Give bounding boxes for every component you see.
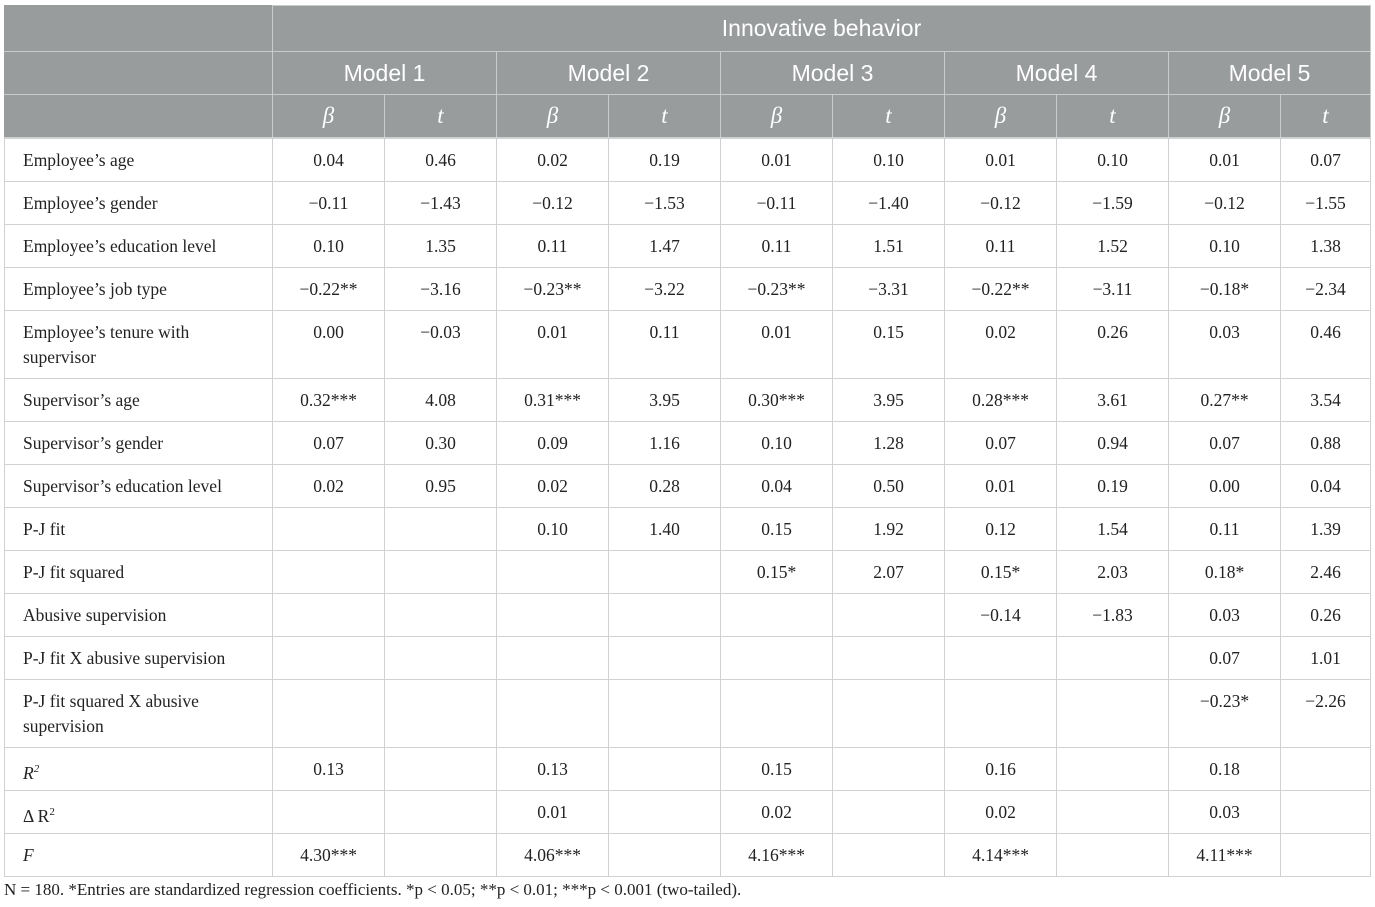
beta-cell: 0.01: [1169, 138, 1281, 181]
beta-cell: 0.00: [1169, 464, 1281, 507]
beta-cell: [273, 593, 385, 636]
model-header: Model 3: [721, 52, 945, 95]
beta-cell: −0.14: [945, 593, 1057, 636]
t-cell: 0.26: [1281, 593, 1371, 636]
t-cell: [609, 593, 721, 636]
t-cell: −1.43: [385, 181, 497, 224]
t-cell: [385, 747, 497, 790]
beta-cell: 0.18*: [1169, 550, 1281, 593]
beta-cell: 0.15: [721, 747, 833, 790]
beta-cell: [945, 679, 1057, 747]
t-cell: 0.95: [385, 464, 497, 507]
row-label: [5, 310, 273, 378]
t-cell: [385, 550, 497, 593]
beta-cell: 0.11: [945, 224, 1057, 267]
t-cell: 1.40: [609, 507, 721, 550]
beta-cell: [273, 679, 385, 747]
table-row: [5, 224, 1371, 267]
t-cell: [609, 747, 721, 790]
row-label-text: Employee’s age: [23, 150, 135, 170]
header-corner: [5, 6, 273, 52]
beta-cell: 0.10: [497, 507, 609, 550]
t-cell: [609, 636, 721, 679]
t-cell: 2.03: [1057, 550, 1169, 593]
beta-cell: −0.12: [1169, 181, 1281, 224]
t-cell: [1281, 747, 1371, 790]
beta-cell: −0.22**: [945, 267, 1057, 310]
beta-header: β: [1169, 95, 1281, 139]
t-cell: −2.26: [1281, 679, 1371, 747]
row-label-text: Δ R: [23, 805, 50, 826]
row-label: [5, 421, 273, 464]
t-cell: 0.26: [1057, 310, 1169, 378]
row-label: [5, 550, 273, 593]
t-cell: [609, 550, 721, 593]
beta-cell: 0.07: [1169, 636, 1281, 679]
beta-cell: [273, 550, 385, 593]
t-cell: 1.35: [385, 224, 497, 267]
beta-cell: 0.30***: [721, 378, 833, 421]
row-label-text: P-J fit X abusive supervision: [23, 647, 226, 668]
beta-cell: 0.02: [273, 464, 385, 507]
row-label: [5, 636, 273, 679]
row-label: [5, 747, 273, 790]
t-cell: 0.46: [385, 138, 497, 181]
table-header: [5, 6, 1371, 139]
beta-cell: 0.07: [945, 421, 1057, 464]
t-cell: −2.34: [1281, 267, 1371, 310]
t-cell: 0.19: [1057, 464, 1169, 507]
table-row: [5, 181, 1371, 224]
t-cell: [609, 790, 721, 833]
row-label-text: Abusive supervision: [23, 604, 167, 625]
row-label-text: P-J fit: [23, 518, 66, 539]
beta-cell: 0.01: [721, 138, 833, 181]
beta-cell: −0.18*: [1169, 267, 1281, 310]
t-cell: −0.03: [385, 310, 497, 378]
row-label-text: R: [23, 762, 34, 783]
t-cell: 3.95: [609, 378, 721, 421]
row-label-text: Employee’s gender: [23, 192, 158, 213]
beta-cell: −0.23**: [497, 267, 609, 310]
t-cell: 1.52: [1057, 224, 1169, 267]
beta-cell: 0.11: [497, 224, 609, 267]
beta-cell: 0.04: [721, 464, 833, 507]
beta-cell: 0.12: [945, 507, 1057, 550]
t-cell: 1.92: [833, 507, 945, 550]
t-cell: [833, 790, 945, 833]
row-label: [5, 507, 273, 550]
table-row: [5, 790, 1371, 833]
beta-cell: 0.09: [497, 421, 609, 464]
t-cell: 1.51: [833, 224, 945, 267]
beta-cell: [273, 790, 385, 833]
beta-cell: 0.01: [945, 138, 1057, 181]
table-row: [5, 636, 1371, 679]
beta-cell: 4.30***: [273, 833, 385, 876]
beta-header: β: [273, 95, 385, 139]
beta-header: β: [497, 95, 609, 139]
beta-cell: 0.01: [721, 310, 833, 378]
regression-table-container: [4, 5, 1370, 877]
t-cell: 0.04: [1281, 464, 1371, 507]
table-row: [5, 747, 1371, 790]
t-cell: [1057, 747, 1169, 790]
model-header: Model 1: [273, 52, 497, 95]
beta-cell: −0.12: [497, 181, 609, 224]
beta-cell: [721, 679, 833, 747]
t-header: t: [609, 95, 721, 139]
row-label-text: F: [23, 844, 34, 865]
row-label: [5, 790, 273, 833]
t-cell: [385, 507, 497, 550]
beta-cell: 0.02: [945, 310, 1057, 378]
t-cell: [385, 593, 497, 636]
table-row: [5, 378, 1371, 421]
row-label-text: Supervisor’s gender: [23, 432, 164, 453]
t-cell: 3.54: [1281, 378, 1371, 421]
row-label-text: Employee’s education level: [23, 235, 217, 256]
row-label: [5, 378, 273, 421]
t-cell: −1.59: [1057, 181, 1169, 224]
row-label-text: Supervisor’s age: [23, 389, 140, 410]
row-label: [5, 679, 273, 747]
table-row: [5, 833, 1371, 876]
table-row: [5, 138, 1371, 181]
t-cell: 1.39: [1281, 507, 1371, 550]
t-header: t: [385, 95, 497, 139]
t-cell: 0.07: [1281, 138, 1371, 181]
t-cell: 2.46: [1281, 550, 1371, 593]
table-row: [5, 593, 1371, 636]
model-header: Model 2: [497, 52, 721, 95]
beta-cell: [273, 636, 385, 679]
beta-cell: 4.14***: [945, 833, 1057, 876]
beta-cell: −0.23*: [1169, 679, 1281, 747]
beta-cell: 4.11***: [1169, 833, 1281, 876]
t-cell: [1057, 679, 1169, 747]
t-cell: 1.38: [1281, 224, 1371, 267]
t-cell: 1.54: [1057, 507, 1169, 550]
beta-cell: 0.16: [945, 747, 1057, 790]
beta-cell: 0.10: [273, 224, 385, 267]
t-cell: [1057, 833, 1169, 876]
t-cell: 1.01: [1281, 636, 1371, 679]
t-cell: −3.22: [609, 267, 721, 310]
superscript: 2: [49, 805, 55, 818]
beta-cell: [497, 550, 609, 593]
row-label: [5, 464, 273, 507]
beta-cell: 0.03: [1169, 790, 1281, 833]
t-cell: [385, 679, 497, 747]
row-label: [5, 593, 273, 636]
t-cell: 0.50: [833, 464, 945, 507]
t-cell: 0.88: [1281, 421, 1371, 464]
beta-cell: −0.11: [721, 181, 833, 224]
row-label-text: P-J fit squared: [23, 561, 125, 582]
beta-cell: −0.12: [945, 181, 1057, 224]
beta-cell: 0.28***: [945, 378, 1057, 421]
beta-cell: 0.10: [721, 421, 833, 464]
beta-cell: 0.02: [497, 464, 609, 507]
header-corner: [5, 95, 273, 139]
t-header: t: [1281, 95, 1371, 139]
beta-cell: 0.01: [497, 310, 609, 378]
beta-cell: 0.01: [497, 790, 609, 833]
beta-cell: 0.11: [721, 224, 833, 267]
table-row: [5, 550, 1371, 593]
model-header: Model 5: [1169, 52, 1371, 95]
row-label-text: P-J fit squared X abusive supervision: [23, 690, 199, 736]
beta-cell: 0.10: [1169, 224, 1281, 267]
t-cell: 0.94: [1057, 421, 1169, 464]
table-row: [5, 679, 1371, 747]
row-label-text: Employee’s tenure with supervisor: [23, 321, 190, 367]
t-cell: −3.16: [385, 267, 497, 310]
dependent-variable-header: Innovative behavior: [273, 6, 1371, 52]
row-label-text: Employee’s job type: [23, 278, 167, 299]
t-cell: 2.07: [833, 550, 945, 593]
beta-cell: 0.00: [273, 310, 385, 378]
t-cell: −1.40: [833, 181, 945, 224]
t-cell: [1057, 790, 1169, 833]
beta-cell: 0.03: [1169, 310, 1281, 378]
row-label: [5, 833, 273, 876]
beta-cell: −0.22**: [273, 267, 385, 310]
beta-cell: 0.15: [721, 507, 833, 550]
model-header: Model 4: [945, 52, 1169, 95]
beta-cell: [497, 593, 609, 636]
beta-cell: 0.07: [273, 421, 385, 464]
row-label: [5, 224, 273, 267]
t-cell: [385, 790, 497, 833]
table-body: [5, 138, 1371, 876]
beta-header: β: [721, 95, 833, 139]
beta-cell: [497, 679, 609, 747]
t-cell: [385, 636, 497, 679]
beta-cell: −0.11: [273, 181, 385, 224]
t-cell: −3.11: [1057, 267, 1169, 310]
beta-cell: 0.02: [721, 790, 833, 833]
t-cell: [1281, 833, 1371, 876]
beta-cell: [273, 507, 385, 550]
t-cell: 3.61: [1057, 378, 1169, 421]
table-row: [5, 421, 1371, 464]
beta-cell: 0.18: [1169, 747, 1281, 790]
row-label-text: Supervisor’s education level: [23, 475, 222, 496]
beta-cell: 0.13: [497, 747, 609, 790]
beta-cell: [721, 636, 833, 679]
t-cell: 0.28: [609, 464, 721, 507]
t-cell: 0.19: [609, 138, 721, 181]
table-footnote: N = 180. *Entries are standardized regression coefficients. *p < 0.05; **p < 0.01; ***p < 0.001 (two-tailed).: [4, 880, 742, 899]
t-cell: −1.53: [609, 181, 721, 224]
beta-cell: 0.13: [273, 747, 385, 790]
t-cell: [833, 593, 945, 636]
t-cell: [833, 833, 945, 876]
row-label: [5, 138, 273, 181]
beta-cell: [945, 636, 1057, 679]
beta-cell: 0.03: [1169, 593, 1281, 636]
beta-cell: 0.32***: [273, 378, 385, 421]
t-cell: [1057, 636, 1169, 679]
t-cell: 0.10: [1057, 138, 1169, 181]
beta-cell: 4.06***: [497, 833, 609, 876]
beta-cell: 0.04: [273, 138, 385, 181]
t-cell: 4.08: [385, 378, 497, 421]
t-cell: 1.47: [609, 224, 721, 267]
t-cell: 0.11: [609, 310, 721, 378]
table-row: [5, 310, 1371, 378]
beta-cell: 4.16***: [721, 833, 833, 876]
row-label: [5, 181, 273, 224]
t-cell: −1.83: [1057, 593, 1169, 636]
beta-cell: 0.15*: [721, 550, 833, 593]
t-cell: 0.15: [833, 310, 945, 378]
t-header: t: [833, 95, 945, 139]
t-cell: 3.95: [833, 378, 945, 421]
t-cell: 1.28: [833, 421, 945, 464]
beta-cell: 0.15*: [945, 550, 1057, 593]
beta-cell: 0.11: [1169, 507, 1281, 550]
beta-cell: [497, 636, 609, 679]
row-label: [5, 267, 273, 310]
t-cell: [833, 636, 945, 679]
t-cell: 0.10: [833, 138, 945, 181]
table-row: [5, 267, 1371, 310]
table-row: [5, 464, 1371, 507]
t-cell: 0.30: [385, 421, 497, 464]
t-cell: [609, 833, 721, 876]
beta-cell: 0.02: [945, 790, 1057, 833]
t-cell: [1281, 790, 1371, 833]
beta-cell: 0.02: [497, 138, 609, 181]
t-header: t: [1057, 95, 1169, 139]
beta-cell: 0.31***: [497, 378, 609, 421]
beta-header: β: [945, 95, 1057, 139]
beta-cell: 0.07: [1169, 421, 1281, 464]
table-row: [5, 507, 1371, 550]
beta-cell: [721, 593, 833, 636]
t-cell: [385, 833, 497, 876]
regression-table: [4, 5, 1371, 877]
header-corner: [5, 52, 273, 95]
t-cell: [609, 679, 721, 747]
t-cell: [833, 747, 945, 790]
superscript: 2: [33, 762, 40, 775]
beta-cell: −0.23**: [721, 267, 833, 310]
t-cell: [833, 679, 945, 747]
t-cell: −1.55: [1281, 181, 1371, 224]
t-cell: 0.46: [1281, 310, 1371, 378]
beta-cell: 0.27**: [1169, 378, 1281, 421]
t-cell: 1.16: [609, 421, 721, 464]
beta-cell: 0.01: [945, 464, 1057, 507]
t-cell: −3.31: [833, 267, 945, 310]
